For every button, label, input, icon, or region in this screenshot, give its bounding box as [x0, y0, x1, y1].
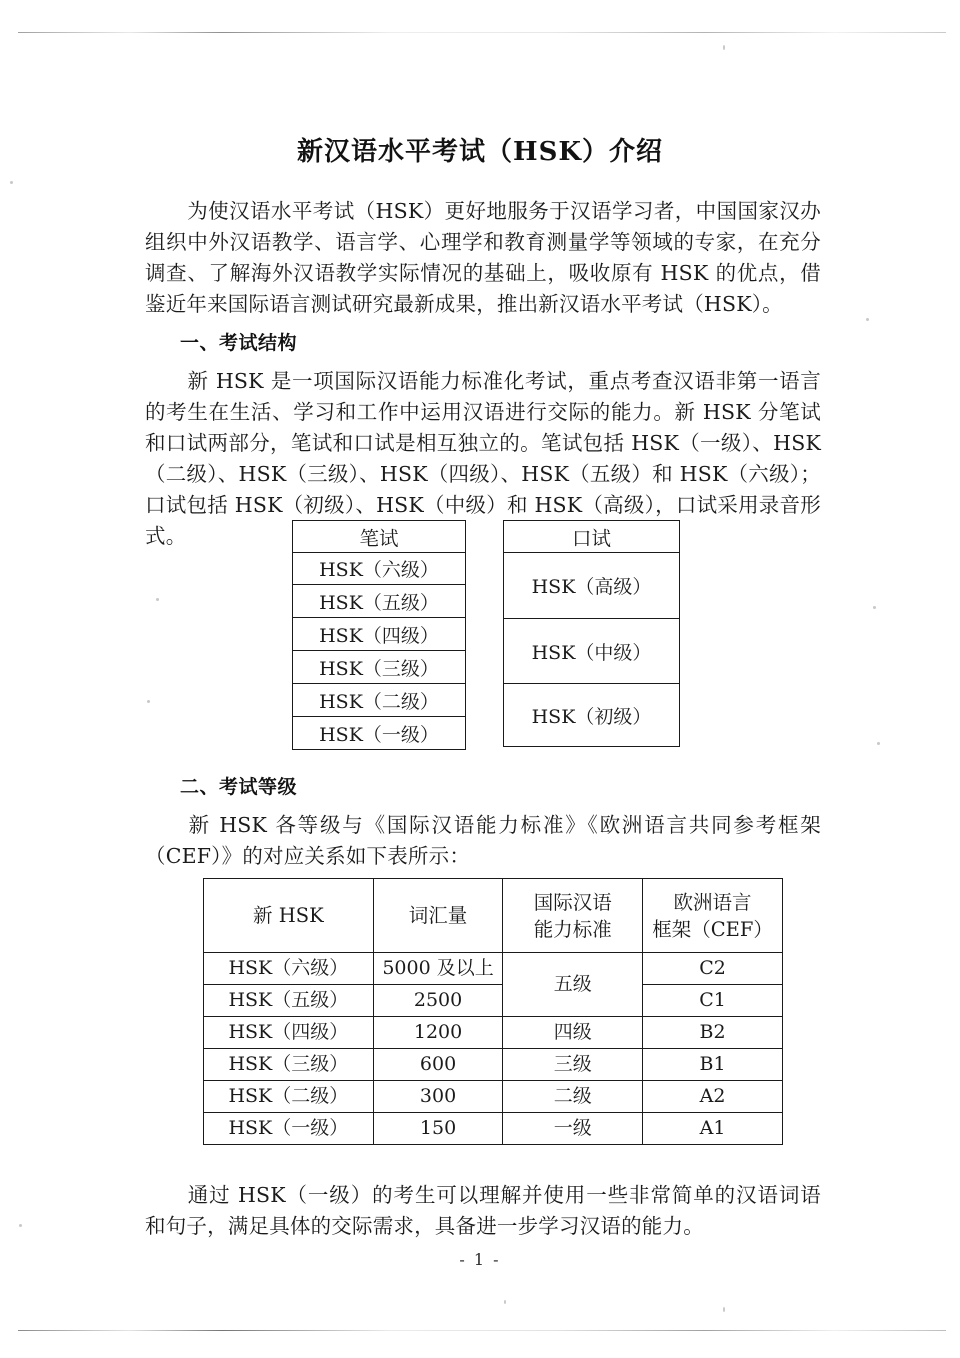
table-row — [204, 953, 783, 985]
page-title: 新汉语水平考试（HSK）介绍 — [297, 137, 663, 167]
table-row — [504, 684, 680, 747]
cell-hsk-level: HSK（一级） — [204, 1113, 374, 1145]
written-test-cell: HSK（四级） — [293, 618, 466, 651]
oral-test-cell: HSK（初级） — [504, 684, 680, 747]
column-header-standard-line1: 国际汉语 — [533, 890, 612, 914]
written-test-cell: HSK（三级） — [293, 651, 466, 684]
written-test-header: 笔试 — [293, 521, 466, 553]
column-header-cef-line1: 欧洲语言 — [673, 890, 752, 914]
cell-vocabulary: 300 — [373, 1081, 503, 1113]
cell-vocabulary: 1200 — [373, 1017, 503, 1049]
table-row — [204, 1081, 783, 1113]
table-header-row — [204, 879, 783, 953]
cell-standard: 四级 — [503, 1017, 643, 1049]
table-row — [293, 651, 466, 684]
oral-test-cell: HSK（高级） — [504, 553, 680, 619]
section-two-paragraph-text: 新 HSK 各等级与《国际汉语能力标准》《欧洲语言共同参考框架（CEF）》的对应关系如下表所示： — [145, 813, 821, 868]
written-test-table — [292, 520, 466, 750]
section-one-heading: 一、考试结构 — [180, 332, 298, 354]
table-row — [293, 585, 466, 618]
cell-cef: B2 — [643, 1017, 783, 1049]
column-header-vocabulary: 词汇量 — [373, 879, 503, 953]
written-test-cell: HSK（一级） — [293, 717, 466, 750]
oral-test-header: 口试 — [504, 521, 680, 553]
cell-hsk-level: HSK（五级） — [204, 985, 374, 1017]
scan-speck — [10, 181, 13, 184]
table-row — [204, 985, 783, 1017]
column-header-standard-line2: 能力标准 — [533, 917, 612, 941]
scan-speck — [156, 598, 159, 601]
cell-standard-merged: 五级 — [503, 953, 643, 1017]
cell-cef: A1 — [643, 1113, 783, 1145]
written-test-cell: HSK（六级） — [293, 553, 466, 585]
closing-paragraph — [145, 1180, 821, 1242]
closing-paragraph-text: 通过 HSK（一级）的考生可以理解并使用一些非常简单的汉语词语和句子，满足具体的交际需求，具备进一步学习汉语的能力。 — [145, 1183, 821, 1238]
cell-vocabulary: 5000 及以上 — [373, 953, 503, 985]
table-row — [293, 618, 466, 651]
scan-artifact-line-top — [18, 32, 946, 33]
cell-vocabulary: 150 — [373, 1113, 503, 1145]
cell-hsk-level: HSK（六级） — [204, 953, 374, 985]
table-row — [293, 684, 466, 717]
section-one-paragraph-text: 新 HSK 是一项国际汉语能力标准化考试，重点考查汉语非第一语言的考生在生活、学习和工作中运用汉语进行交际的能力。新 HSK 分笔试和口试两部分，笔试和口试是相互独立的。笔试包括 HSK（一级）、HSK（二级）、HSK（三级）、HSK（四级）、HSK（五级）和 HSK（六级）；口试包括 HSK（初级）、HSK（中级）和 HSK（高级），口试采用录音形式。 — [145, 369, 821, 548]
levels-comparison-table — [203, 878, 783, 1145]
written-test-cell: HSK（五级） — [293, 585, 466, 618]
scan-speck — [877, 742, 880, 745]
table-row — [293, 717, 466, 750]
intro-paragraph-text: 为使汉语水平考试（HSK）更好地服务于汉语学习者，中国国家汉办组织中外汉语教学、语言学、心理学和教育测量学等领域的专家，在充分调查、了解海外汉语教学实际情况的基础上，吸收原有 HSK 的优点，借鉴近年来国际语言测试研究最新成果，推出新汉语水平考试（HSK）。 — [145, 199, 821, 316]
scan-speck — [504, 1300, 506, 1304]
table-row — [293, 521, 466, 553]
scan-speck — [723, 45, 725, 50]
cell-cef: A2 — [643, 1081, 783, 1113]
cell-hsk-level: HSK（四级） — [204, 1017, 374, 1049]
cell-vocabulary: 2500 — [373, 985, 503, 1017]
section-two-heading: 二、考试等级 — [180, 776, 298, 798]
scan-speck — [873, 606, 876, 609]
section-one-paragraph — [145, 366, 821, 552]
cell-cef: C1 — [643, 985, 783, 1017]
intro-paragraph — [145, 196, 821, 320]
cell-cef: B1 — [643, 1049, 783, 1081]
table-row — [204, 1017, 783, 1049]
table-row — [293, 553, 466, 585]
page-number: - 1 - — [459, 1250, 501, 1269]
scan-speck — [147, 700, 150, 703]
table-row — [504, 553, 680, 619]
cell-hsk-level: HSK（二级） — [204, 1081, 374, 1113]
oral-test-table — [503, 520, 680, 747]
cell-cef: C2 — [643, 953, 783, 985]
column-header-cef — [643, 879, 783, 953]
table-row — [504, 619, 680, 684]
column-header-hsk: 新 HSK — [204, 879, 374, 953]
column-header-cef-line2: 框架（CEF） — [652, 917, 773, 941]
oral-test-cell: HSK（中级） — [504, 619, 680, 684]
cell-standard: 三级 — [503, 1049, 643, 1081]
table-row — [504, 521, 680, 553]
scan-speck — [19, 1224, 22, 1227]
table-row — [204, 1049, 783, 1081]
cell-hsk-level: HSK（三级） — [204, 1049, 374, 1081]
table-row — [204, 1113, 783, 1145]
section-two-paragraph — [145, 810, 821, 872]
cell-standard: 二级 — [503, 1081, 643, 1113]
cell-standard: 一级 — [503, 1113, 643, 1145]
scan-artifact-line-bottom — [18, 1330, 946, 1331]
scan-speck — [866, 318, 869, 321]
column-header-standard — [503, 879, 643, 953]
cell-vocabulary: 600 — [373, 1049, 503, 1081]
scan-speck — [723, 1307, 725, 1312]
written-test-cell: HSK（二级） — [293, 684, 466, 717]
